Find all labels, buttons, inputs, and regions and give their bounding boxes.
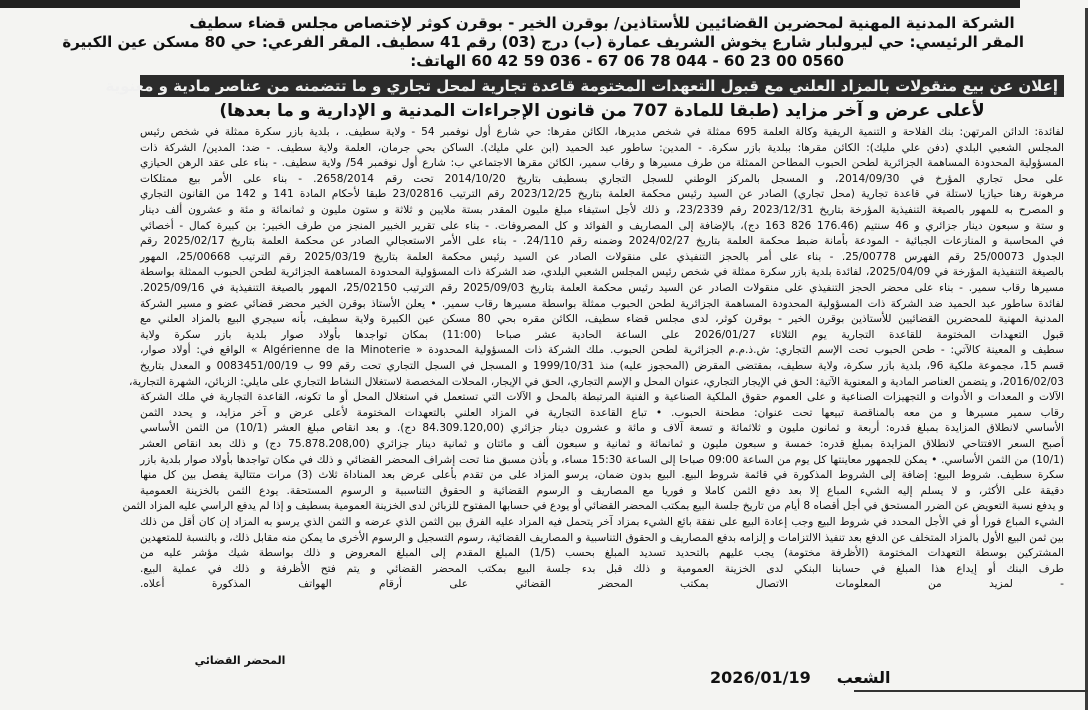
body-line: على محل تجاري المؤرخ في 2014/09/30، و المسجل بالمركز الوطني للسجل التجاري بسطيف بتاريخ 2014/10/20 تحت رقم 2658/2014. - بناء على الأمر بيع ممتلكات (140, 172, 1064, 185)
body-line: الآلات و المعدات و الأدوات و التجهيزات الصناعية و على العموم حقوق الملكية الصناعية و الفنية المرتبطة بالمحل و الآلات التي تستعمل في استغلال المحل أو ما تكونه، القاعدة التجارية في ملك الشركة (140, 391, 1064, 404)
phones-value: 0560 00 23 60 - 044 78 06 67 - 036 59 42 60 (471, 52, 844, 70)
body-line: و يدفع نسبة التعويض عن الضرر المستحق في أجل أقصاه 8 أيام من تاريخ جلسة البيع بمكتب المحضر القضائي أو يودع في حسابها المفتوح للزبائن لدى الخزينة العمومية بسطيف و إذا لم يدفع الراسي عليه المزاد الثمن (122, 500, 1064, 513)
body-line: سكرة سطيف. شروط البيع: إضافة إلى الشروط المذكورة في قائمة شروط البيع. البيع بدون ضمان، يرسو المزاد على من تقدم بأعلى عرض بعد المناداة ثلاث (3) مرات متتالية يفصل بين كل منها (140, 469, 1064, 482)
body-line: دقيقة على الأكثر، و لا يسلم إليه الشيء المباع إلا بعد دفع الثمن كاملا و فوريا مع المصاريف و الرسوم القضائية و الحقوق التناسبية و الرسوم المستحقة. يودع الثمن بالخزينة العمومية (140, 484, 1064, 497)
notice-subtitle: لأعلى عرض و آخر مزايد (طبقا للمادة 707 من قانون الإجراءات المدنية و الإدارية و ما بعدها) (219, 101, 985, 121)
body-line: قبول التعهدات المختومة للقاعدة التجارية يوم الثلاثاء 2026/01/27 على الساعة الحادية عشر صباحا (11:00) بمكان تواجدها بأولاد صوار بلدية بازر سكرة ولاية (140, 328, 1064, 341)
publication-date: 2026/01/19 (710, 668, 811, 687)
signer-title: المحضر القضائي (194, 654, 286, 667)
body-line: 2016/02/03، و يتضمن العناصر المادية و المعنوية الآتية: الحق في الإيجار التجاري، عنوان المحل و الإسم التجاري، الحق في الإيجار، المحلات المخصصة لاستغلال النشاط التجاري على مايلي: الزبائن، الشهرة التجارية، (128, 375, 1064, 388)
newspaper-footer (710, 668, 891, 687)
body-line: لفائدة: الدائن المرتهن: بنك الفلاحة و التنمية الريفية وكالة العلمة 695 ممثلة في شخص مديرها، الكائن مقرها: حي شارع أول نوفمبر 54 - ولاية سطيف. ، بلدية بازر سكرة ممثلة في شخص رئيس (140, 126, 1064, 138)
footer-rule (854, 690, 1088, 692)
notice-body (122, 125, 1065, 595)
body-line: رقاب سمير مسيرها و من معه بالمناقصة تبيعها تحت عنوان: مطحنة الحبوب. • تباع القاعدة التجارية في المزاد العلني بالتعهدات المختومة لأعلى عرض و آخر مزايد، و يحدد الثمن (140, 406, 1064, 419)
body-line: سطيف و المعينة كالآتي: - طحن الحبوب تحت الإسم التجاري: ش.ذ.م.م الجزائرية لطحن الحبوب. ملك الشركة ذات المسؤولية المحدودة « Algérienne de la Minoterie » الواقع في: أولاد صوار، (140, 344, 1064, 357)
body-line: لفائدة ساطور عبد الحميد ضد الشركة ذات المسؤولية المحدودة المساهمة الجزائرية لطحن الحبوب ممثلة بواسطة مسيرها رقاب سمير. • يعلن الأستاذ بوقرن الخير محضر قضائي عضو و مسير الشركة (140, 297, 1064, 310)
body-line: و المصرح به للمهور بالصيغة التنفيذية المؤرخة بتاريخ 2023/12/31 رقم 23/2339، و ذلك لأجل استيفاء مبلغ مليون المقدر بستة ملايين و ثلاثة و ستون مليون و ثمانمائة و مئة و عشرون ألف دينار (140, 204, 1065, 216)
phone-label: الهاتف: (410, 52, 467, 70)
body-line: الشيء المباع فورا أو في الأجل المحدد في شروط البيع وجب إعادة البيع على نفقة بائع الشيء بمزاد آخر يتحمل فيه المزاد عليه الفرق بين الثمن الذي عرضه و الثمن الذي يرسو به المزاد إن كان أقل من ذلك (140, 516, 1064, 528)
body-line: في المحاسبة و المنازعات الجبائية - المودعة بأمانة ضبط محكمة العلمة بتاريخ 2024/02/27 وضمنه رقم 24/110. - بناء على الأمر الاستعجالي الصادر عن محكمة العلمة بتاريخ 2025/02/17 رقم (140, 235, 1064, 248)
body-line: المشتركين بوسطة التعهدات المختومة (الأظرفة مختومة) يجب عليهم بالتحديد تسديد المبلغ بحسب (1/5) المبلغ المقدم إلى المبلغ المعروض و ذلك بواسطة شيك مؤشر عليه من (140, 547, 1065, 560)
body-line: مسيرها رقاب سمير. - بناء على محضر الحجز التنفيذي على منقولات الصادر عن السيد رئيس محكمة العلمة بتاريخ 2025/09/03 رقم الترتيب 25/02150، المهور بالصيغة التنفيذية في 2025/09/16. (140, 282, 1065, 294)
body-line: طرف البنك أو إيداع هذا المبلغ في حسابنا البنكي لدى الخزينة العمومية و ذلك قبل بدء جلسة البيع بمكتب المحضر القضائي و يتم فتح الأظرفة و ذلك في عملية البيع. (140, 562, 1064, 575)
body-line: المدنية المهنية للمحضرين القضائيين للأستاذين بوقرن الخير - بوقرن كوثر، لدى مجلس قضاء سطيف، الكائن مقره بحي 80 مسكن عين الكبيرة ولاية سطيف، بأنه سيجري البيع بالمزاد العلني مع (140, 313, 1064, 326)
body-line: مرهونة رهنا حيازيا لاستلة في قاعدة تجارية (محل تجاري) الصادر عن السيد رئيس محكمة العلمة بتاريخ 2023/12/25 رقم الترتيب 23/02816 طبقا لأحكام المادة 141 و 142 من القانون التجاري (140, 188, 1065, 201)
top-black-bar (0, 0, 1088, 8)
body-line: و ستة و سبعون دينار جزائري و 46 سنتيم (176.46 826 163 دج)، بالإضافة إلى المصاريف و الفوائد و كل المصروفات. - بناء على تقرير الخبير المنجز من طرف الخبير: بن كبيرة كمال - أخصائي (140, 219, 1064, 232)
newspaper-name: الشعب (836, 668, 891, 687)
body-line: الجدول 25/00073 رقم الفهرس 25/00778. - بناء على أمر بالحجز التنفيذي على منقولات الصادر عن السيد رئيس محكمة العلمة بتاريخ 2025/03/19 رقم الترتيب 25/00668، المهور (140, 250, 1064, 263)
body-line: المسؤولية المحدودة المساهمة الجزائرية لطحن الحبوب المطاحن الممثلة من طرف مسيرها و رقاب سمير، الكائن مقرها الاجتماعي ب: شارع أول نوفمبر 54/ ولاية سطيف. - بناء على عقد الرهن الحيازي (140, 157, 1064, 170)
company-name: الشركة المدنية المهنية لمحضرين القضائيين للأستاذين/ بوقرن الخير - بوقرن كوثر لإختصاص مجلس قضاء سطيف (189, 14, 1015, 32)
body-line: الأساسي لانطلاق المزايدة بمبلغ قدره: أربعة و ثمانون مليون و ثلاثمائة و تسعة آلاف و مائة و عشرون دينار جزائري (84.309.120,00 دج). و بعد انقاص مبلغ العشر (10/1) من الثمن الأساسي (140, 422, 1064, 435)
top-bar-gap (1020, 0, 1088, 8)
body-line: أصبح السعر الافتتاحي لانطلاق المزايدة بمبلغ قدره: خمسة و سبعون مليون و ثمانمائة و ثمانية و سبعون ألف و مائتان و ثمانية دينار جزائري (75.878.208,00 دج) و ذلك بعد انقاص العشر (140, 438, 1064, 450)
body-line: بين ثمن البيع الأول بالمزاد المتخلف عن الدفع بعد تنفيذ الالتزامات و إلزامه بدفع المصاريف و الحقوق التناسبية و المصاريف القضائية، رسوم التسجيل و الرسوم الأخرى ما يمكن منه مقابل ذلك، و بالنسبة للمتعهدين (140, 531, 1064, 544)
legal-notice-page (62, 14, 1065, 704)
body-line: بالصيغة التنفيذية المؤرخة في 2025/04/09، لفائدة بلدية بازر سكرة ممثلة في شخص رئيس المجلس الشعبي البلدي، ضد الشركة ذات المسؤولية المحدودة المساهمة الجزائرية لطحن الحبوب الممثلة بواسطة (140, 266, 1064, 279)
company-address: المقر الرئيسي: حي ليرولبار شارع يخوش الشريف عمارة (ب) درج (03) رقم 41 سطيف. المقر الفرعي: حي 80 مسكن عين الكبيرة (62, 33, 1024, 51)
body-line: - لمزيد من المعلومات الاتصال بمكتب المحضر القضائي على أرقام الهواتف المذكورة أعلاه. (140, 578, 1064, 591)
body-line: قسم 15، مجموعة ملكية 96، بلدية بازر سكرة، ولاية سطيف، بمقتضى المقرض (المحجوز عليه) منذ 1999/10/31 و المسجل في السجل التجاري تحت رقم 99 ب 0083451/00/19 و المعدل بتاريخ (140, 360, 1064, 372)
body-line: المجلس الشعبي البلدي (دفن علي مليك): الكائن مقرها: ببلدية بازر سكرة. - المدين: ساطور عبد الحميد (ابن علي مليك). الساكن بحي جرمان، العلمة ولاية سطيف. - ضد: المدين/ الشركة ذات (140, 141, 1064, 154)
notice-banner: إعلان عن بيع منقولات بالمزاد العلني مع قبول التعهدات المختومة قاعدة تجارية لمحل تجاري و ما تتضمنه من عناصر مادية و معنوية (140, 75, 1064, 97)
body-line: (10/1) من الثمن الأساسي. • يمكن للجمهور معاينتها كل يوم من الساعة 09:00 صباحا إلى الساعة 15:30 مساء، و بأذن مسبق منا تحت إشراف المحضر القضائي و ذلك في مكان تواجدها بأولاد صوار بلدية بازر (140, 453, 1064, 466)
company-phones (140, 52, 1064, 71)
